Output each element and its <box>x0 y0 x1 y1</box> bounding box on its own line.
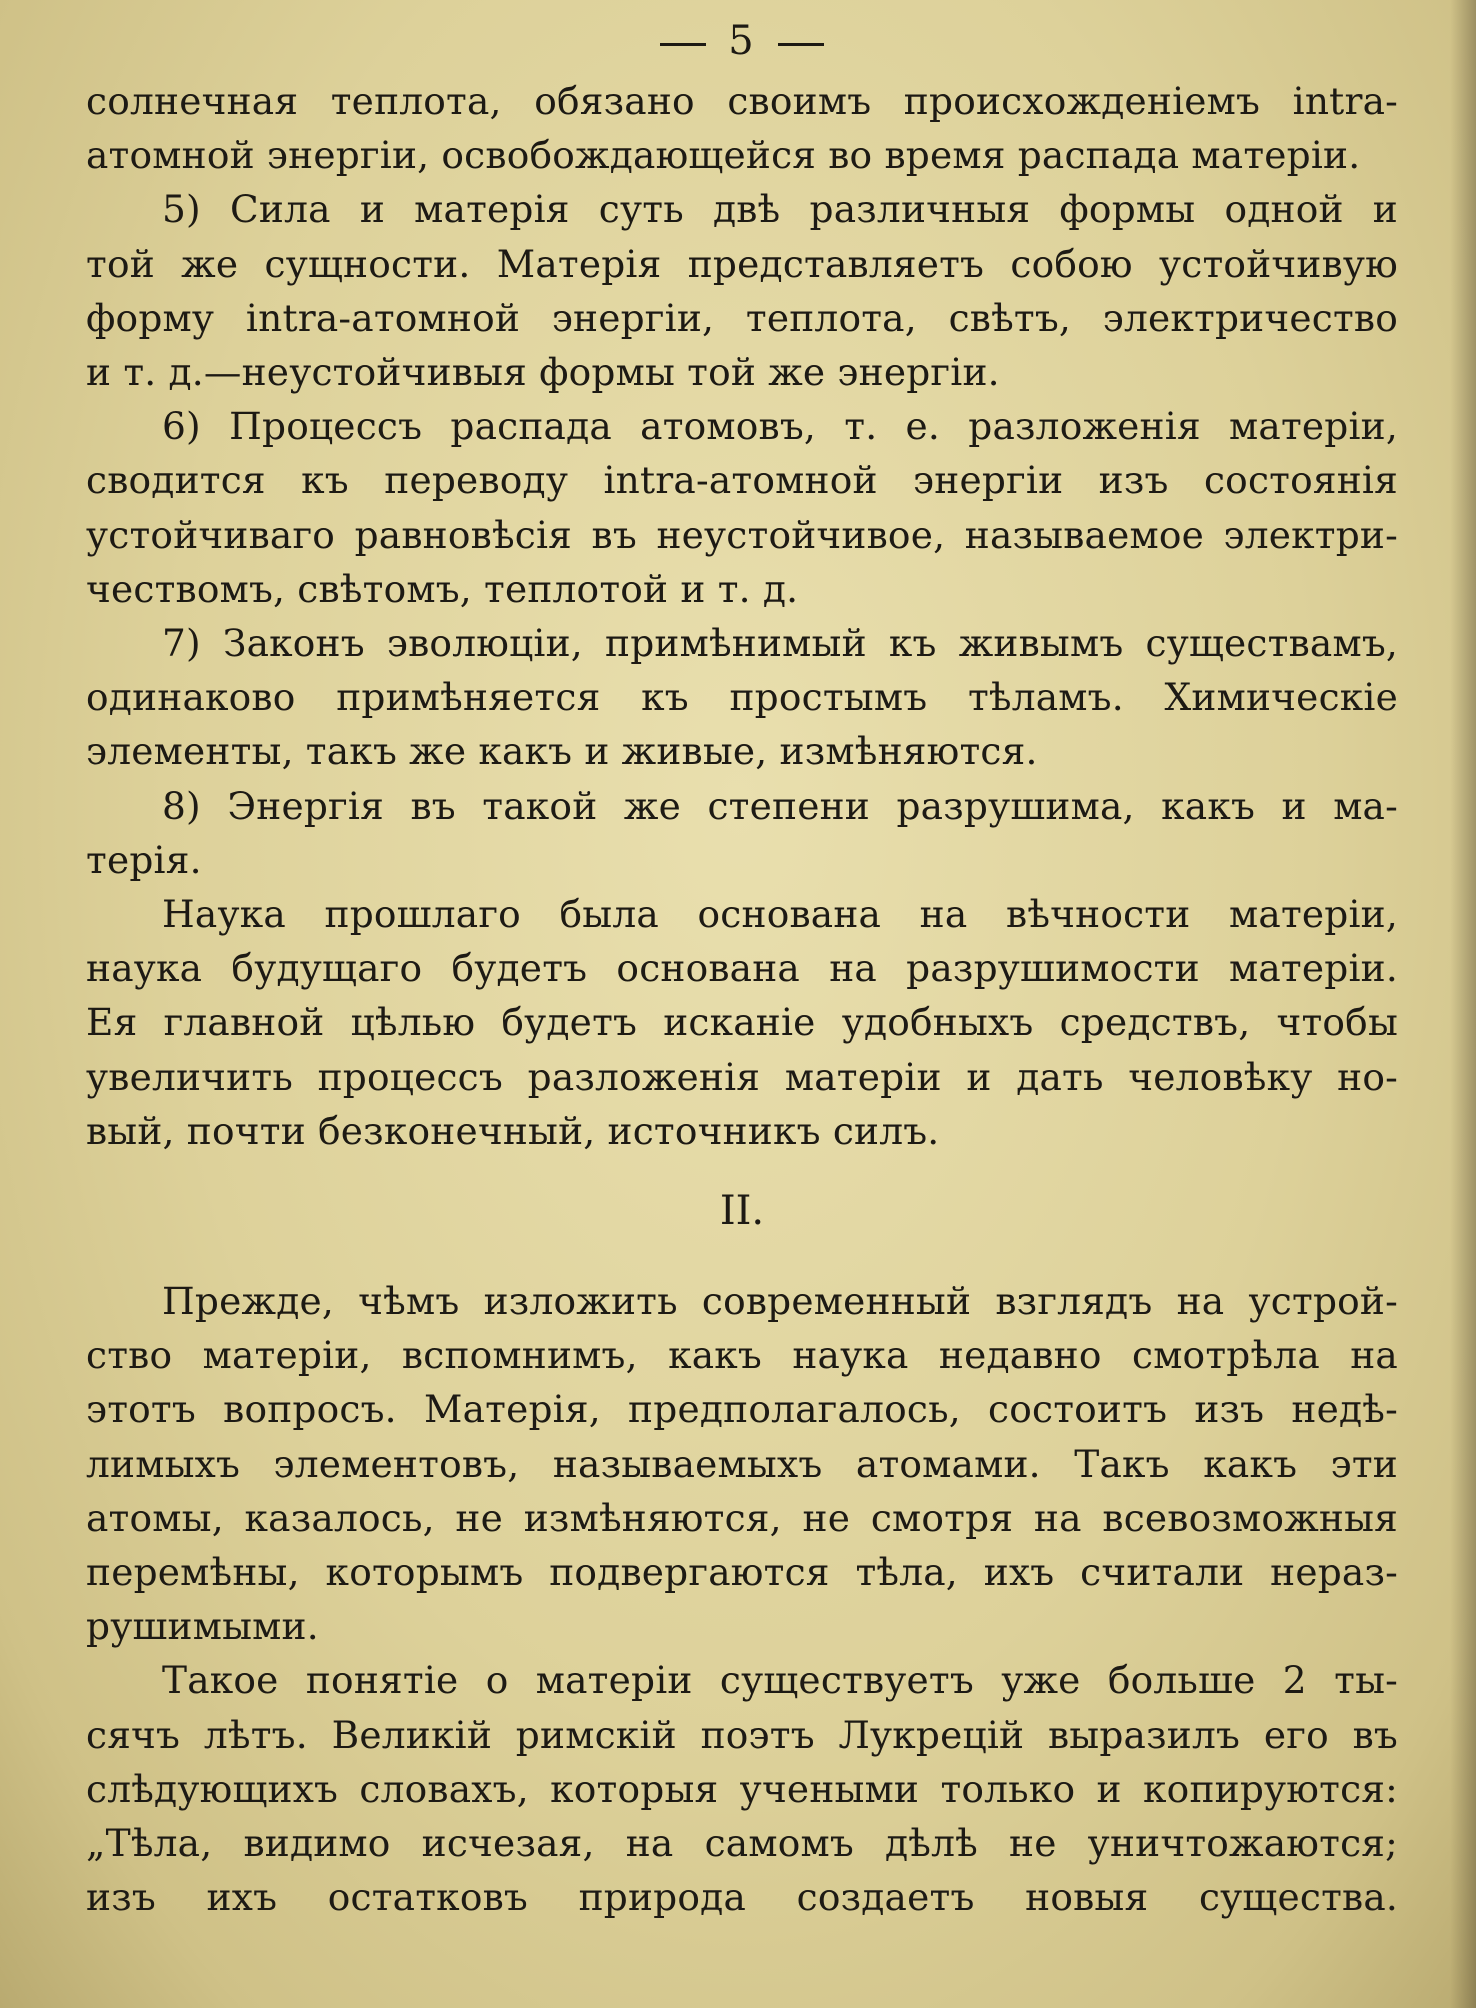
text-line: увеличить процессъ разложенія матеріи и дать человѣку но- <box>86 1054 1398 1099</box>
text-line: форму intra-атомной энергіи, теплота, свѣтъ, электричество <box>86 295 1398 340</box>
body-text-top <box>86 74 1398 1158</box>
text-line: 6) Процессъ распада атомовъ, т. е. разложенія матеріи, <box>162 404 1398 449</box>
text-line: устойчиваго равновѣсія въ неустойчивое, называемое электри- <box>86 512 1398 557</box>
text-line: одинаково примѣняется къ простымъ тѣламъ. Химическіе <box>86 675 1398 720</box>
text-line: атомной энергіи, освобождающейся во время распада матеріи. <box>86 133 1361 178</box>
text-line: слѣдующихъ словахъ, которыя учеными только и копируются: <box>86 1766 1398 1811</box>
text-line: сячъ лѣтъ. Великій римскій поэтъ Лукрецій выразилъ его въ <box>86 1712 1398 1757</box>
text-line: той же сущности. Матерія представляетъ собою устойчивую <box>86 241 1398 286</box>
text-line: сводится къ переводу intra-атомной энергіи изъ состоянія <box>86 458 1398 503</box>
text-line: терія. <box>86 837 202 882</box>
header-dash-right <box>778 43 824 46</box>
text-line: наука будущаго будетъ основана на разрушимости матеріи. <box>86 946 1398 991</box>
text-line: ство матеріи, вспомнимъ, какъ наука недавно смотрѣла на <box>86 1333 1398 1378</box>
text-line: рушимыми. <box>86 1604 319 1649</box>
text-line: перемѣны, которымъ подвергаются тѣла, ихъ считали нераз- <box>86 1550 1398 1595</box>
text-line: 5) Сила и матерія суть двѣ различныя формы одной и <box>162 187 1398 232</box>
text-line: Такое понятіе о матеріи существуетъ уже больше 2 ты- <box>162 1658 1398 1703</box>
text-line: 8) Энергія въ такой же степени разрушима, какъ и ма- <box>162 783 1398 828</box>
text-line: элементы, такъ же какъ и живые, измѣняются. <box>86 729 1038 774</box>
text-line: вый, почти безконечный, источникъ силъ. <box>86 1108 940 1153</box>
body-text-bottom <box>86 1274 1398 1924</box>
text-line: Наука прошлаго была основана на вѣчности матеріи, <box>162 892 1398 937</box>
page-header <box>86 16 1398 74</box>
text-line: чествомъ, свѣтомъ, теплотой и т. д. <box>86 566 799 611</box>
text-line: этотъ вопросъ. Матерія, предполагалось, состоитъ изъ недѣ- <box>86 1387 1398 1432</box>
section-heading: II. <box>719 1188 765 1235</box>
text-line: лимыхъ элементовъ, называемыхъ атомами. Такъ какъ эти <box>86 1441 1398 1486</box>
text-line: „Тѣла, видимо исчезая, на самомъ дѣлѣ не уничтожаются; <box>86 1821 1398 1866</box>
text-line: Прежде, чѣмъ изложить современный взглядъ на устрой- <box>162 1279 1398 1324</box>
text-line: Ея главной цѣлью будетъ исканіе удобныхъ средствъ, чтобы <box>86 1000 1398 1045</box>
text-line: атомы, казалось, не измѣняются, не смотря на всевозможныя <box>86 1495 1398 1540</box>
text-line: 7) Законъ эволюціи, примѣнимый къ живымъ существамъ, <box>162 621 1398 666</box>
page-number: 5 <box>728 18 756 64</box>
header-dash-left <box>660 43 706 46</box>
text-line: изъ ихъ остатковъ природа создаетъ новыя существа. <box>86 1875 1398 1920</box>
text-line: солнечная теплота, обязано своимъ происхожденіемъ intra- <box>86 79 1398 123</box>
text-line: и т. д.—неустойчивыя формы той же энергіи. <box>86 350 1000 395</box>
